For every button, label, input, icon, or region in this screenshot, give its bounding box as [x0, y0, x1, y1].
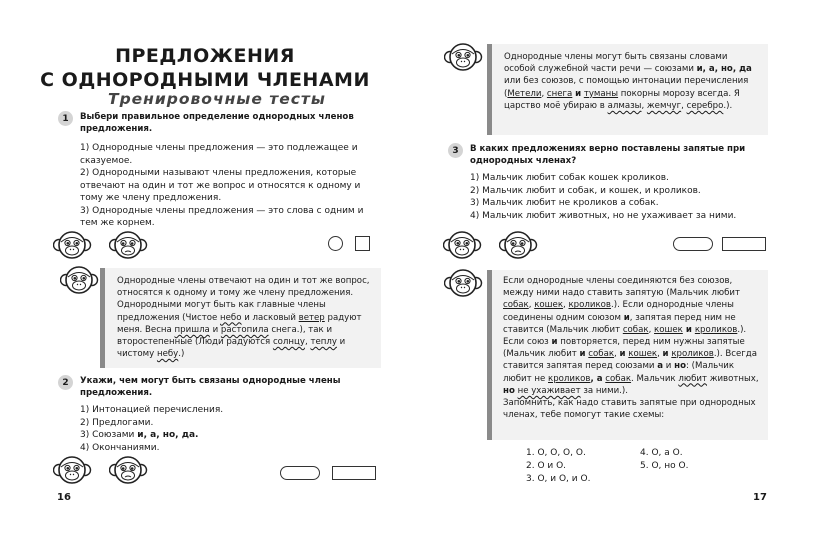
monkey-happy-icon: [53, 230, 93, 260]
question-1-text: Выбери правильное определение однородных членов предложения.: [80, 112, 354, 134]
page-title: [40, 44, 370, 92]
answer-rectangle[interactable]: [722, 237, 766, 251]
scheme: 3. О, и О, и О.: [526, 474, 591, 484]
scheme: 4. О, а О.: [640, 448, 683, 458]
question-1-options: [80, 142, 376, 230]
monkey-icon: [444, 268, 484, 298]
rule-box-conjunctions: Однородные члены могут быть связаны словами особой служебной части речи — союзами и, а, но, да или без союзов, с помощью интонации перечисления (Метели, снега и туманы покорны морозу всегда. Я царство моё убираю в алмазы, жемчуг, серебро.).: [492, 44, 768, 135]
page-number-right: 17: [753, 492, 767, 503]
page-number-left: 16: [57, 492, 71, 503]
option[interactable]: 1) Однородные члены предложения — это подлежащее и сказуемое.: [80, 143, 358, 166]
answer-pill[interactable]: [673, 237, 713, 251]
question-2-text: Укажи, чем могут быть связаны однородные члены предложения.: [80, 376, 341, 398]
question-3-text: В каких предложениях верно поставлены запятые при однородных членах?: [470, 144, 746, 166]
monkey-sad-icon: [109, 455, 149, 485]
option[interactable]: 4) Окончаниями.: [80, 442, 160, 453]
monkey-happy-icon: [53, 455, 93, 485]
option[interactable]: 3) Союзами и, а, но, да.: [80, 430, 199, 440]
monkey-sad-icon: [109, 230, 149, 260]
question-3-number: 3: [448, 143, 463, 158]
option[interactable]: 1) Мальчик любит собак кошек кроликов.: [470, 173, 669, 183]
answer-square[interactable]: [355, 236, 370, 251]
scheme: 5. О, но О.: [640, 461, 689, 471]
monkey-happy-icon: [443, 230, 483, 260]
schemes-left: [526, 447, 590, 486]
question-2-options: [80, 404, 370, 454]
option[interactable]: 2) Однородными называют члены предложения, которые отвечают на один и тот же вопрос и относятся к одному и тому же члену предложения.: [80, 168, 361, 203]
monkey-icon: [444, 42, 484, 72]
option[interactable]: 3) Мальчик любит не кроликов а собак.: [470, 198, 659, 208]
schemes-right: [640, 447, 688, 473]
option[interactable]: 3) Однородные члены предложения — это слова с одним и тем же корнем.: [80, 205, 364, 228]
rule-box-commas: Если однородные члены соединяются без союзов, между ними надо ставить запятую (Мальчик любит собак, кошек, кроликов.). Если однородные члены соединены одним союзом и, запятая перед ним не ставится (Мальчик любит собак, кошек и кроликов.). Если союз и повторяется, перед ним нужны запятые (Мальчик любит и собак, и кошек, и кроликов.). Всегда ставится запятая перед союзами а и но: (Мальчик любит не кроликов, а собак. Мальчик любит животных, но не ухаживает за ними.). Запомнить, как надо ставить запятые при однородных членах, тебе помогут такие схемы:: [492, 270, 768, 440]
option[interactable]: 4) Мальчик любит животных, но не ухаживает за ними.: [470, 210, 737, 221]
option[interactable]: 1) Интонацией перечисления.: [80, 405, 224, 415]
answer-pill[interactable]: [280, 466, 320, 480]
section-subtitle: Тренировочные тесты: [108, 90, 326, 108]
remember-text: Запомнить, как надо ставить запятые при однородных членах, тебе помогут такие схемы:: [503, 398, 756, 421]
right-page: [410, 0, 820, 537]
title-line-2: С ОДНОРОДНЫМИ ЧЛЕНАМИ: [40, 69, 370, 91]
scheme: 2. О и О.: [526, 461, 567, 471]
monkey-icon: [60, 265, 100, 295]
question-3-options: [470, 172, 770, 222]
option[interactable]: 2) Мальчик любит и собак, и кошек, и кроликов.: [470, 185, 701, 196]
rule-box-homogeneous: Однородные члены отвечают на один и тот же вопрос, относятся к одному и тому же члену предложения. Однородными могут быть как главные члены предложения (Чистое небо и ласковый ветер радуют меня. Весна пришла и растопила снега.), так и второстепенные (Люди радуются солнцу, теплу и чистому небу.): [105, 268, 381, 368]
monkey-sad-icon: [499, 230, 539, 260]
scheme: 1. О, О, О, О.: [526, 448, 586, 458]
answer-rectangle[interactable]: [332, 466, 376, 480]
option[interactable]: 2) Предлогами.: [80, 417, 154, 428]
title-line-1: ПРЕДЛОЖЕНИЯ: [115, 45, 295, 67]
answer-circle[interactable]: [328, 236, 343, 251]
question-2-number: 2: [58, 375, 73, 390]
question-1-number: 1: [58, 111, 73, 126]
